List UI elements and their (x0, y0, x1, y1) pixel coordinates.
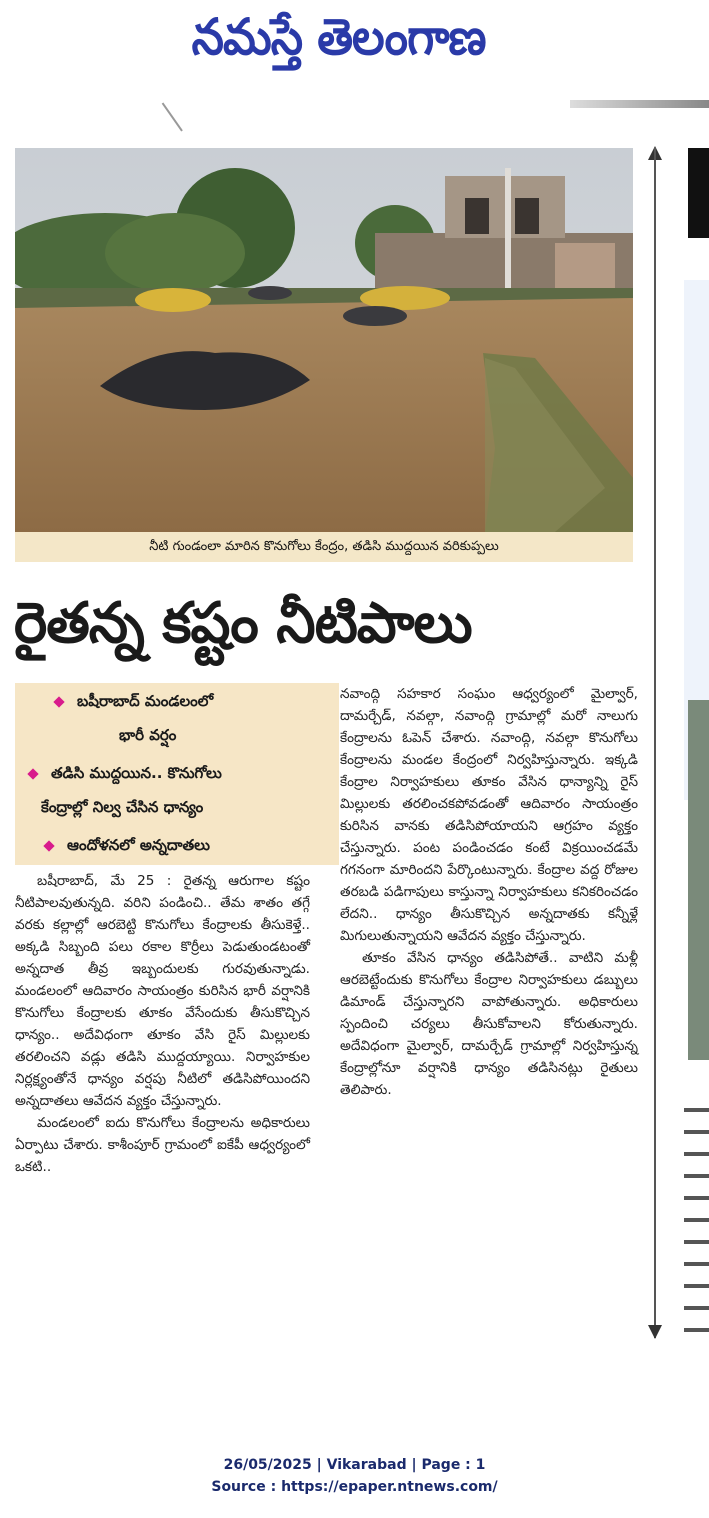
column-divider (654, 148, 656, 1338)
highlight-text: కేంద్రాల్లో నిల్వ చేసిన ధాన్యం (41, 798, 204, 816)
masthead-decor-line (162, 94, 195, 131)
footer-date-edition: 26/05/2025 | Vikarabad | Page : 1 (223, 1457, 486, 1473)
highlight-text: బషీరాబాద్ మండలంలో (77, 692, 214, 710)
article-paragraph: తూకం వేసిన ధాన్యం తడిసిపోతే.. వాటిని మళ్లీ ఆరబెట్టేందుకు కొనుగోలు కేంద్రాల నిర్వాహకులు డబ్బులు డిమాండ్ చేస్తున్నారని వాపోతున్నారు. అధికారులు స్పందించి చర్యలు తీసుకోవాలని కోరుతున్నారు. అదేవిధంగా మైల్వార్, దామర్చేడ్ గ్రామాల్లో నిర్వహిస్తున్న కేంద్రాల్లోనూ వర్షానికి ధాన్యం తడిసినట్లు రైతులు తెలిపారు. (340, 950, 638, 1098)
article-paragraph: బషీరాబాద్, మే 25 : రైతన్న ఆరుగాల కష్టం నీటిపాలవుతున్నది. వరిని పండించి.. తేమ శాతం తగ్గే వరకు కల్లాల్లో ఆరబెట్టి కొనుగోలు కేంద్రాలకు తీసుకెళ్తే.. అక్కడి సిబ్బంది పలు రకాల కొర్రీలు పెడుతుండటంతో అన్నదాత తీవ్ర ఇబ్బందులకు గురవుతున్నాడు. మండలంలో ఆదివారం సాయంత్రం కురిసిన భారీ వర్షానికి కొనుగోలు కేంద్రాలకు తూకం వేసేందుకు తీసుకొచ్చిన ధాన్యం.. అదేవిధంగా తూకం వేసి రైస్ మిల్లులకు తరలించని వడ్లు తడిసి ముద్దయ్యాయి. నిర్వాహకుల నిర్లక్ష్యంతోనే ధాన్యం వర్షపు నీటిలో తడిసిపోయిందని అన్నదాతలు ఆవేదన వ్యక్తం చేస్తున్నారు. (15, 873, 310, 1109)
footer-source: Source : https://epaper.ntnews.com/ (211, 1479, 498, 1495)
adjacent-article-crop (684, 130, 709, 1360)
adjacent-headline-fragment (688, 148, 709, 238)
diamond-bullet-icon (53, 696, 64, 707)
diamond-bullet-icon (43, 840, 54, 851)
article-column-2 (340, 683, 638, 1101)
article-paragraph: నవాంద్గి సహకార సంఘం ఆధ్వర్యంలో మైల్వార్, దామర్చేడ్, నవల్గా, నవాంద్గి గ్రామాల్లో మరో నాలుగు కేంద్రాలను ఓపెన్ చేశారు. నవాంద్గి, నవల్గా కొనుగోలు కేంద్రాలను మండల కేంద్రంలో నిర్వహిస్తున్నారు. ఇక్కడి కేంద్రాల నిర్వాహకులు తూకం వేసిన ధాన్యాన్ని రైస్ మిల్లులకు తరలించకపోవడంతో ఆదివారం సాయంత్రం కురిసిన వానకు తడిసిపోయాయని ఆగ్రహం వ్యక్తం చేస్తున్నారు. పంట పండించడం కంటే విక్రయించడమే గగనంగా మారిందని పేర్కొంటున్నారు. కేంద్రాల వద్ద రోజుల తరబడి పడిగాపులు కాస్తున్నా నిర్వాహకులు కనికరించడం లేదని.. ధాన్యం తీసుకొచ్చిన అన్నదాతకు కన్నీళ్లే మిగులుతున్నాయని ఆవేదన వ్యక్తం చేస్తున్నారు. (340, 686, 638, 944)
adjacent-photo (688, 700, 709, 1060)
highlights-box (15, 683, 339, 865)
headline: రైతన్న కష్టం నీటిపాలు (14, 591, 472, 656)
highlight-text: ఆందోళనలో అన్నదాతలు (67, 836, 210, 854)
article-paragraph: మండలంలో ఐదు కొనుగోలు కేంద్రాలను అధికారులు ఏర్పాటు చేశారు. కాశీంపూర్ గ్రామంలో ఐకేపీ ఆధ్వర్యంలో ఒకటి.. (15, 1115, 310, 1175)
adjacent-text (684, 1100, 709, 1350)
highlight-text: తడిసి ముద్దయిన.. కొనుగోలు (51, 764, 222, 782)
news-photo (15, 148, 633, 532)
masthead-title: నమస్తే తెలంగాణ (191, 8, 486, 66)
divider-arrow-down-icon (648, 1325, 662, 1339)
masthead-decor-bar (570, 100, 709, 108)
photo-caption: నీటి గుండంలా మారిన కొనుగోలు కేంద్రం, తడిసి ముద్దయిన వరికుప్పలు (149, 539, 499, 554)
highlight-text: భారీ వర్షం (119, 726, 177, 744)
highlight-item (15, 689, 339, 747)
photo-caption-strip (15, 532, 633, 562)
diamond-bullet-icon (27, 768, 38, 779)
article-column-1 (15, 870, 310, 1178)
highlight-item (15, 833, 339, 857)
highlight-item (15, 761, 339, 819)
flooded-center-illustration (15, 148, 633, 532)
